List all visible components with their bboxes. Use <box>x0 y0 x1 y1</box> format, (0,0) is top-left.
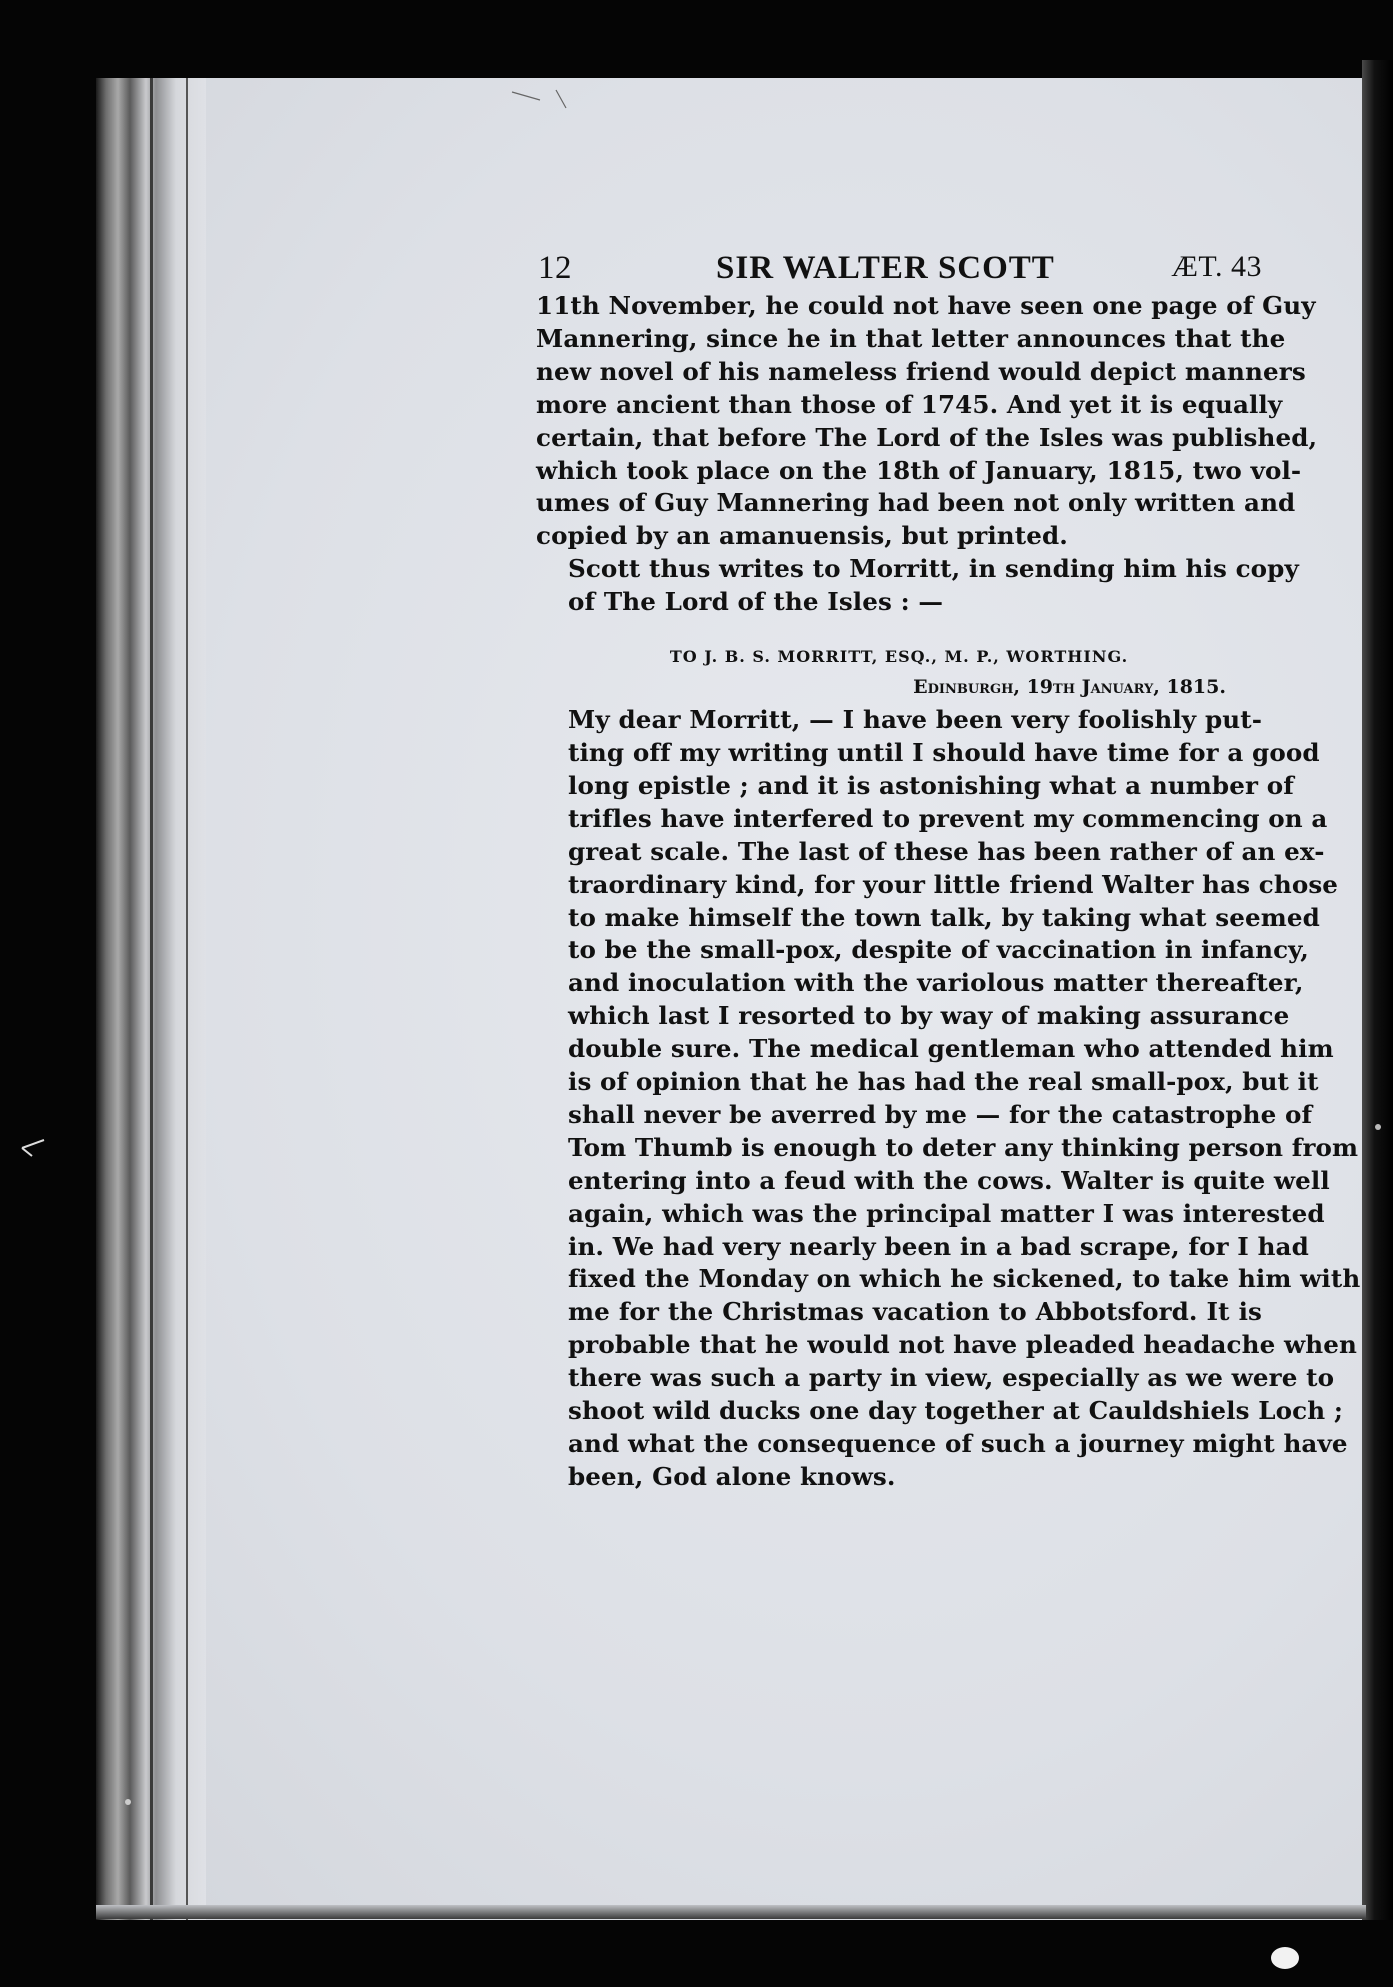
text-line: Scott thus writes to Morritt, in sending him his copy <box>568 554 1299 584</box>
text-line: double sure. The medical gentleman who attended him <box>568 1034 1334 1064</box>
text-line: 11th November, he could not have seen one page of Guy <box>536 291 1316 320</box>
letter-heading: TO J. B. S. MORRITT, ESQ., M. P., WORTHING. <box>669 647 1129 667</box>
text-line: great scale. The last of these has been rather of an ex- <box>568 836 1325 866</box>
text-line: fixed the Monday on which he sickened, to take him with <box>568 1264 1361 1294</box>
text-line: and inoculation with the variolous matter thereafter, <box>568 968 1304 998</box>
text-line: of The Lord of the Isles : — <box>568 587 944 617</box>
text-line: trifles have interfered to prevent my commencing on a <box>568 803 1328 833</box>
text-line: My dear Morritt, — I have been very foolishly put- <box>568 705 1262 735</box>
running-title: SIR WALTER SCOTT <box>716 250 1055 286</box>
paragraph-2 <box>536 553 1299 619</box>
letter-dateline: Edinburgh, 19th January, 1815. <box>913 676 1226 699</box>
text-line: Mannering, since he in that letter announces that the <box>536 323 1286 353</box>
text-line: me for the Christmas vacation to Abbotsford. It is <box>568 1297 1262 1327</box>
text-line: ting off my writing until I should have time for a good <box>568 737 1320 767</box>
text-line: probable that he would not have pleaded headache when <box>568 1330 1357 1360</box>
running-head <box>536 250 1262 290</box>
text-line: entering into a feud with the cows. Walter is quite well <box>568 1165 1330 1195</box>
text-line: is of opinion that he has had the real small-pox, but it <box>568 1067 1319 1097</box>
text-line: which took place on the 18th of January, 1815, two vol- <box>536 455 1302 485</box>
text-line: certain, that before The Lord of the Isles was published, <box>536 422 1318 452</box>
running-age: ÆT. 43 <box>1171 250 1262 283</box>
text-line: Tom Thumb is enough to deter any thinking person from <box>568 1132 1359 1162</box>
text-line: and what the consequence of such a journey might have <box>568 1429 1348 1458</box>
text-line: to be the small-pox, despite of vaccination in infancy, <box>568 935 1309 965</box>
text-line: shoot wild ducks one day together at Cauldshiels Loch ; <box>568 1396 1344 1426</box>
text-line: long epistle ; and it is astonishing what a number of <box>568 770 1294 800</box>
text-line: in. We had very nearly been in a bad scrape, for I had <box>568 1231 1309 1261</box>
text-line: copied by an amanuensis, but printed. <box>536 521 1068 551</box>
page-number: 12 <box>538 250 572 286</box>
letter-body <box>536 704 1361 1494</box>
text-line: again, which was the principal matter I was interested <box>568 1198 1325 1228</box>
text-line: traordinary kind, for your little friend Walter has chose <box>568 869 1339 899</box>
paragraph-1 <box>536 290 1318 553</box>
text-line: which last I resorted to by way of making assurance <box>568 1001 1290 1031</box>
text-line: more ancient than those of 1745. And yet it is equally <box>536 389 1283 419</box>
page-text <box>536 250 1361 1494</box>
text-line: new novel of his nameless friend would depict manners <box>536 356 1306 386</box>
text-line: been, God alone knows. <box>568 1461 896 1491</box>
text-line: to make himself the town talk, by taking what seemed <box>568 902 1320 932</box>
text-line: umes of Guy Mannering had been not only written and <box>536 488 1296 518</box>
text-line: there was such a party in view, especially as we were to <box>568 1363 1335 1393</box>
text-line: shall never be averred by me — for the catastrophe of <box>568 1099 1313 1129</box>
